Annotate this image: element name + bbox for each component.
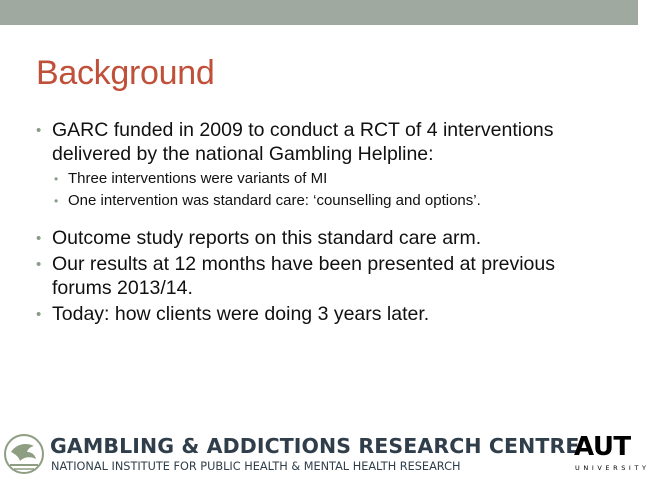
bullet-text: Outcome study reports on this standard care arm. <box>52 227 482 249</box>
sub-bullet-text: One intervention was standard care: ‘counselling and options’. <box>68 192 481 209</box>
sub-bullet-text: Three interventions were variants of MI <box>68 170 328 187</box>
bullet-item <box>36 302 616 326</box>
centre-name: GAMBLING & ADDICTIONS RESEARCH CENTRE <box>50 434 580 458</box>
bullet-dot-icon: • <box>36 256 42 273</box>
bullet-item <box>36 252 616 300</box>
bullet-item <box>36 226 616 250</box>
sub-bullet-item <box>54 168 616 190</box>
slide-title: Background <box>36 54 215 92</box>
bullet-text: Today: how clients were doing 3 years later. <box>52 303 430 325</box>
bullet-dot-icon: • <box>36 122 42 139</box>
bullet-list <box>36 118 616 328</box>
bullet-dot-icon: • <box>36 306 42 323</box>
bullet-dot-icon: • <box>54 172 59 186</box>
bullet-dot-icon: • <box>36 230 42 247</box>
university-wordmark: UNIVERSITY <box>575 464 650 472</box>
bullet-dot-icon: • <box>54 194 59 208</box>
bullet-item <box>36 118 616 166</box>
sub-bullet-item <box>54 190 616 212</box>
top-accent-bar <box>0 0 638 25</box>
centre-subtitle: NATIONAL INSTITUTE FOR PUBLIC HEALTH & MENTAL HEALTH RESEARCH <box>51 460 461 473</box>
university-logo: AUT <box>574 432 631 462</box>
bullet-text: GARC funded in 2009 to conduct a RCT of 4 interventions delivered by the national Gambling Helpline: <box>52 119 554 165</box>
bird-logo-icon <box>4 432 44 476</box>
bullet-text: Our results at 12 months have been presented at previous forums 2013/14. <box>52 253 555 299</box>
